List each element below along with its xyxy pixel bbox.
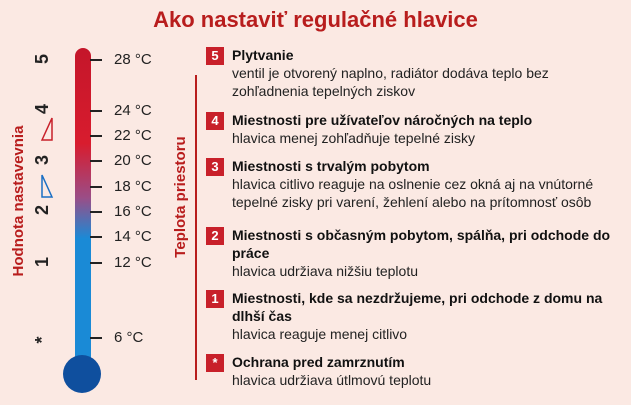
entry-desc: hlavica reaguje menej citlivo (232, 326, 408, 342)
entry-1 (206, 289, 626, 343)
entry-5 (206, 46, 626, 100)
badge-frost: * (206, 354, 224, 372)
entry-heading: Ochrana pred zamrznutím (232, 354, 405, 370)
entry-frost (206, 353, 626, 389)
setting-axis-label: Hodnota nastavevnia (10, 125, 27, 277)
page-title: Ako nastaviť regulačné hlavice (153, 7, 478, 32)
entry-4 (206, 111, 626, 147)
entry-2 (206, 226, 626, 280)
setting-value: 1 (32, 257, 52, 268)
entry-desc: hlavica udržiava nižšiu teplotu (232, 263, 418, 279)
blue-triangle-icon (42, 175, 52, 197)
temp-label: 16 °C (114, 203, 152, 220)
setting-value: 3 (32, 155, 52, 166)
setting-value: * (32, 336, 52, 344)
setting-value: 2 (32, 205, 52, 216)
badge-3: 3 (206, 158, 224, 176)
temp-label: 24 °C (114, 102, 152, 119)
badge-1: 1 (206, 290, 224, 308)
temp-label: 18 °C (114, 178, 152, 195)
temperature-axis-label: Teplota priestoru (172, 136, 189, 258)
entry-desc: hlavica udržiava útlmovú teplotu (232, 372, 432, 388)
temp-label: 12 °C (114, 254, 152, 271)
temp-label: 20 °C (114, 152, 152, 169)
entry-heading: Miestnosti s občasným pobytom, spálňa, pri odchode do práce (232, 227, 611, 261)
red-triangle-icon (42, 118, 52, 140)
badge-4: 4 (206, 112, 224, 130)
entry-desc: hlavica citlivo reaguje na oslnenie cez okná aj na vnútorné tepelné zisky pri varení, žehlení alebo na prítomnosť osôb (232, 176, 594, 210)
entry-desc: hlavica menej zohľadňuje tepelné zisky (232, 130, 476, 146)
entry-heading: Miestnosti pre užívateľov náročných na teplo (232, 112, 533, 128)
badge-2: 2 (206, 227, 224, 245)
temp-label: 6 °C (114, 329, 144, 346)
temp-label: 22 °C (114, 127, 152, 144)
entry-desc: ventil je otvorený naplno, radiátor dodáva teplo bez zohľadnenia tepelných ziskov (232, 65, 549, 99)
setting-value: 4 (32, 104, 52, 115)
entry-heading: Miestnosti, kde sa nezdržujeme, pri odchode z domu na dlhší čas (232, 290, 603, 324)
entry-3 (206, 157, 626, 211)
temp-label: 28 °C (114, 51, 152, 68)
badge-5: 5 (206, 47, 224, 65)
temp-label: 14 °C (114, 228, 152, 245)
entry-heading: Miestnosti s trvalým pobytom (232, 158, 430, 174)
entry-heading: Plytvanie (232, 47, 294, 63)
setting-value: 5 (32, 54, 52, 65)
